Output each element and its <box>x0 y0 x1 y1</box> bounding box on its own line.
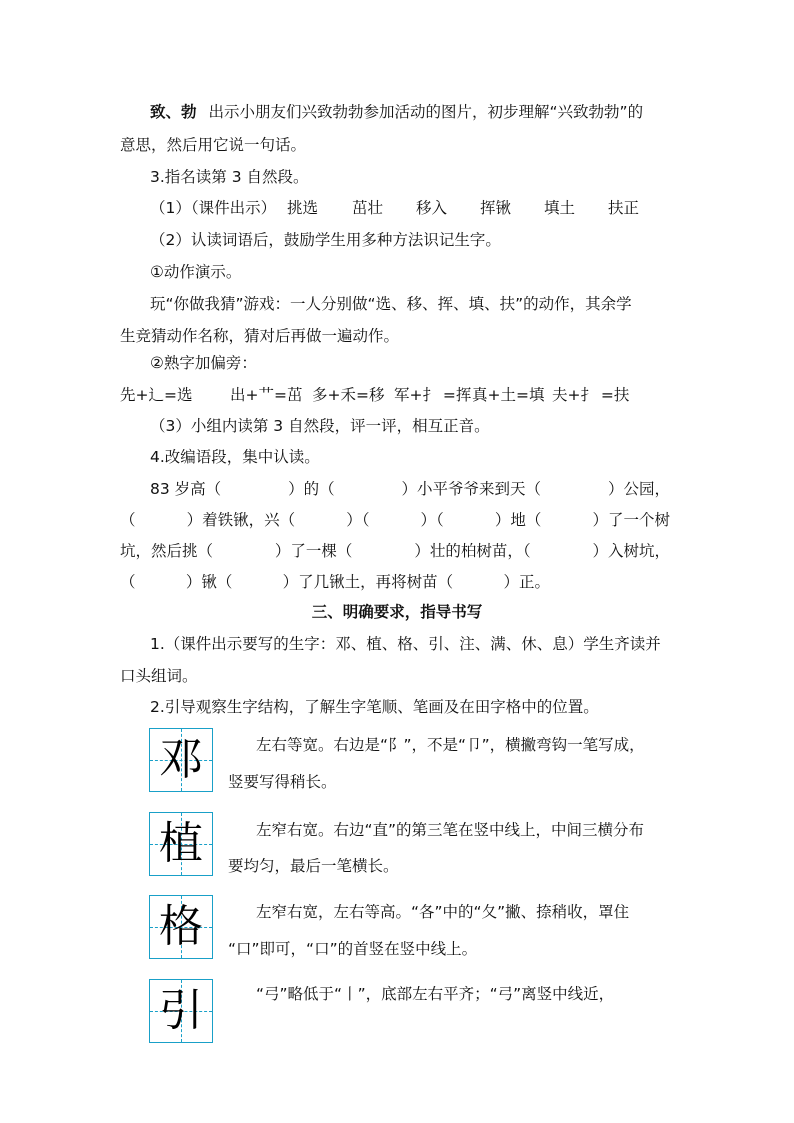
cloze-segment: ）（ <box>346 511 370 529</box>
cloze-segment: ）小平爷爷来到天（ <box>401 480 542 498</box>
zhibo-para-line1 <box>150 101 643 123</box>
sub1-word: 扶正 <box>608 199 640 217</box>
cloze-segment: 坑，然后挑（ <box>120 542 214 560</box>
cloze-segment: 83 岁高（ <box>150 480 222 498</box>
step3-text: 3.指名读第 3 自然段。 <box>150 168 309 186</box>
m2-formula: 真+土=填 <box>472 386 545 404</box>
sub3-text: （3）小组内读第 3 自然段，评一评，相互正音。 <box>150 417 490 435</box>
cloze-row-1 <box>150 478 670 500</box>
cloze-segment: （ <box>120 511 136 529</box>
sub1-lead: （1）（课件出示） <box>150 199 277 217</box>
cloze-row-2 <box>120 509 670 531</box>
grid-char: 引 <box>159 985 203 1036</box>
char-note-line1: 左窄右宽，左右等高。“各”中的“夂”撇、捺稍收，罩住 <box>256 903 630 921</box>
char-note-line2: 竖要写得稍长。 <box>228 773 337 791</box>
sub1-word: 挥锹 <box>480 199 512 217</box>
grid-char: 格 <box>159 901 203 952</box>
sub1-word: 茁壮 <box>352 199 384 217</box>
m1-text-2: 生竞猜动作名称，猜对后再做一遍动作。 <box>120 327 400 345</box>
m2-formula: 出+艹=茁 <box>230 386 303 404</box>
cloze-row-3 <box>120 540 670 562</box>
s3-1-text-1: 1.（课件出示要写的生字：邓、植、格、引、注、满、休、息）学生齐读并 <box>150 635 661 653</box>
sub1-word: 填土 <box>544 199 576 217</box>
step4-text: 4.改编语段，集中认读。 <box>150 448 320 466</box>
cloze-segment: ）锹（ <box>185 573 233 591</box>
sub1-word: 挑选 <box>287 199 319 217</box>
s3-2-text: 2.引导观察生字结构，了解生字笔顺、笔画及在田字格中的位置。 <box>150 698 599 716</box>
cloze-segment: ）正。 <box>503 573 550 591</box>
char-note-line2: “口”即可，“口”的首竖在竖中线上。 <box>228 940 478 958</box>
cloze-segment: ）公园， <box>607 480 670 498</box>
zhibo-text-1: 出示小朋友们兴致勃勃参加活动的图片，初步理解“兴致勃勃”的 <box>208 103 644 121</box>
grid-char: 植 <box>159 818 203 869</box>
m2-formula: 军+扌 =挥 <box>394 386 472 404</box>
char-note-line1: 左右等宽。右边是“阝”，不是“卩”，横撇弯钩一笔写成， <box>256 736 645 754</box>
m2-formula: 先+辶=选 <box>120 386 193 404</box>
m2-title: ②熟字加偏旁： <box>150 354 257 372</box>
cloze-segment: ）了一个树 <box>592 511 670 529</box>
m1-text-1: 玩“你做我猜”游戏：一人分别做“选、移、挥、填、扶”的动作，其余学 <box>150 295 632 313</box>
sub2-text: （2）认读词语后，鼓励学生用多种方法识记生字。 <box>150 231 501 249</box>
cloze-row-4 <box>120 571 550 593</box>
zhibo-head: 致、勃 <box>150 103 197 121</box>
grid-char: 邓 <box>159 734 203 785</box>
cloze-segment: （ <box>120 573 136 591</box>
m2-formula: 多+禾=移 <box>312 386 385 404</box>
tianzige-grid <box>149 728 213 792</box>
cloze-segment: ）了一棵（ <box>274 542 353 560</box>
char-note-line2: 要均匀，最后一笔横长。 <box>228 857 399 875</box>
m2-formula: 夫+扌 =扶 <box>552 386 630 404</box>
char-note-line1: “弓”略低于“丨”，底部左右平齐；“弓”离竖中线近， <box>256 985 615 1003</box>
section3-heading: 三、明确要求，指导书写 <box>311 603 483 621</box>
sub1-line <box>150 197 276 219</box>
tianzige-grid <box>149 979 213 1043</box>
tianzige-grid <box>149 812 213 876</box>
char-note-line1: 左窄右宽。右边“直”的第三笔在竖中线上，中间三横分布 <box>256 821 645 839</box>
s3-1-text-2: 口头组词。 <box>120 667 198 685</box>
cloze-segment: ）着铁锹，兴（ <box>186 511 296 529</box>
tianzige-grid <box>149 895 213 959</box>
m1-title: ①动作演示。 <box>150 263 242 281</box>
cloze-segment: ）的（ <box>288 480 335 498</box>
cloze-segment: ）地（ <box>494 511 542 529</box>
sub1-word: 移入 <box>416 199 448 217</box>
zhibo-text-2: 意思，然后用它说一句话。 <box>120 136 307 154</box>
cloze-segment: ）了几锹土，再将树苗（ <box>282 573 454 591</box>
cloze-segment: ）壮的柏树苗，（ <box>414 542 531 560</box>
cloze-segment: ）入树坑， <box>592 542 670 560</box>
cloze-segment: ）（ <box>420 511 444 529</box>
